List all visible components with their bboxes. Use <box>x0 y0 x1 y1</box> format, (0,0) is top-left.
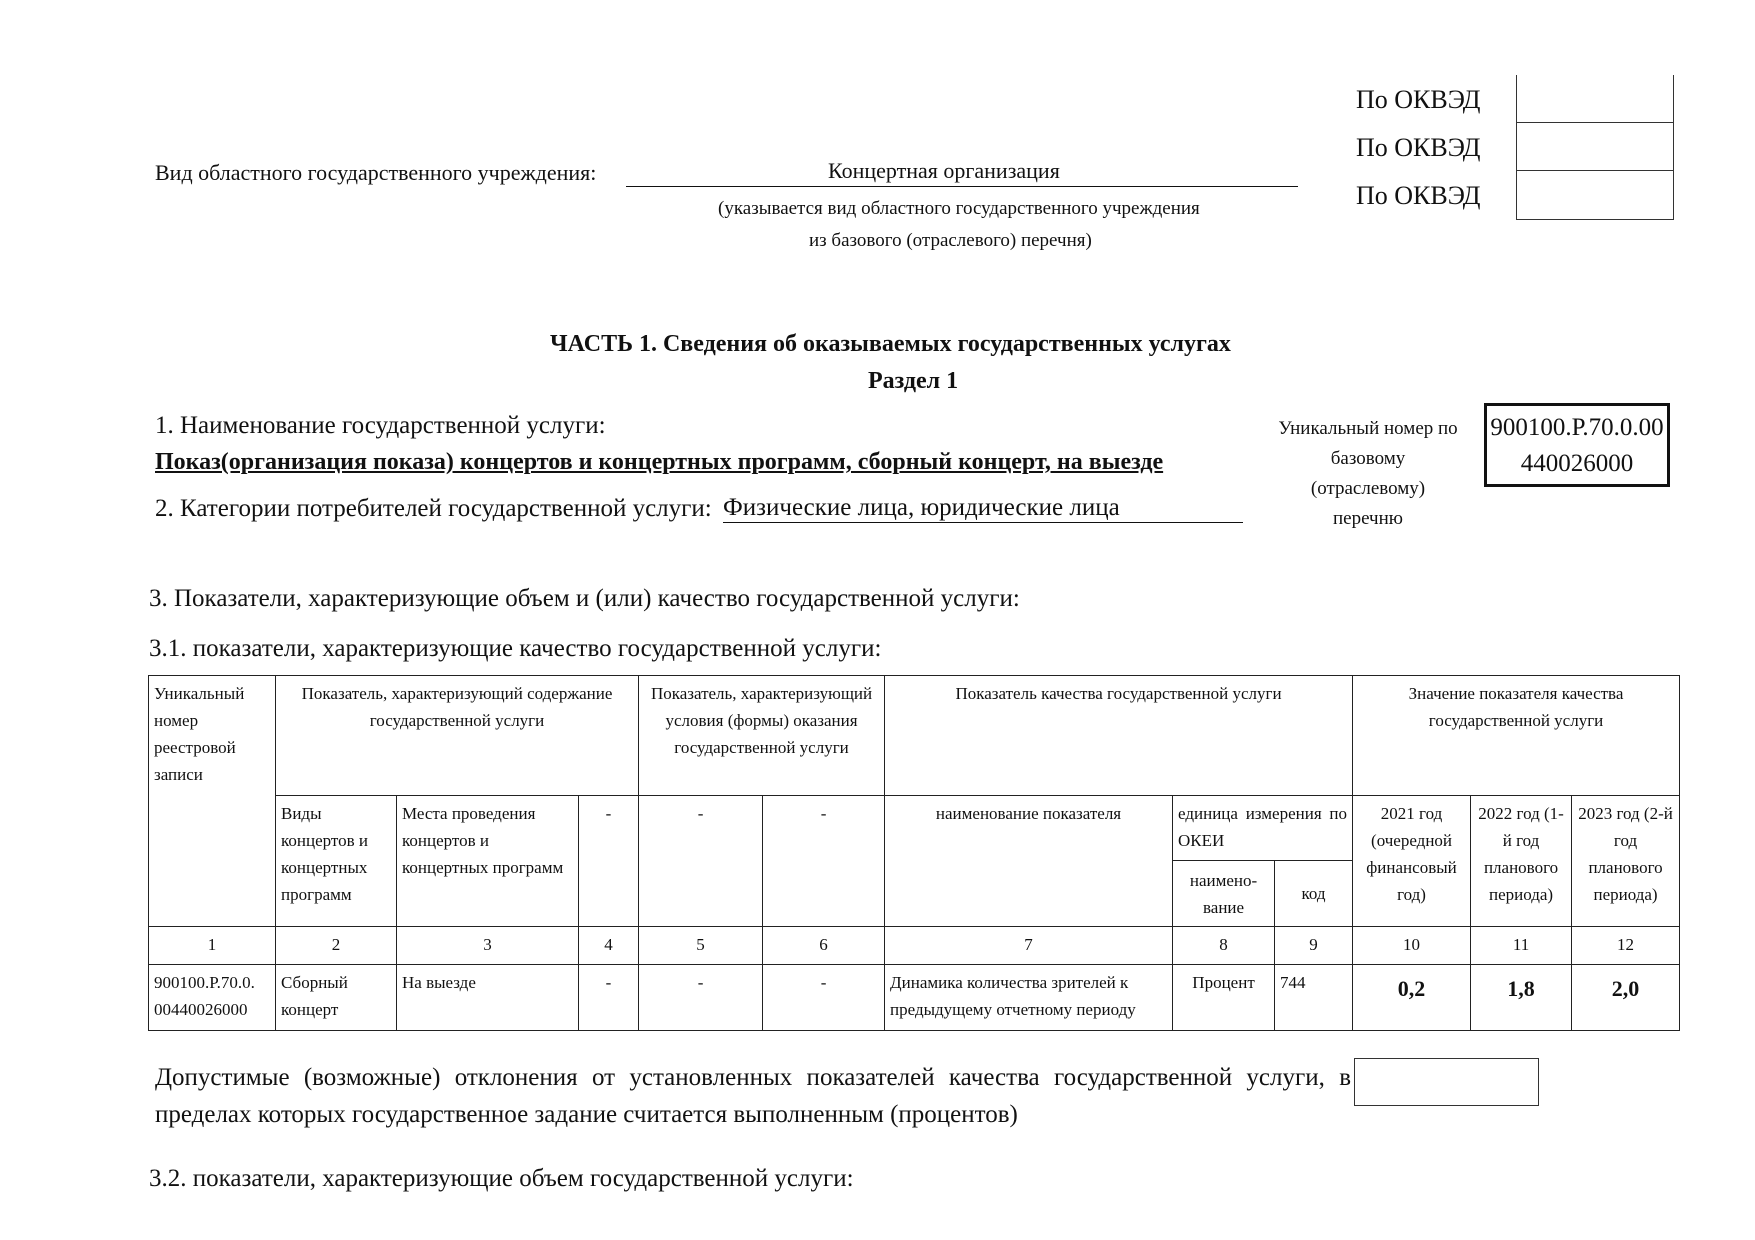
col-number: 3 <box>397 927 579 965</box>
row-value-2021: 0,2 <box>1353 965 1471 1031</box>
institution-hint-1: (указывается вид областного государственного учреждения <box>718 198 1200 219</box>
column-numbers-row <box>149 927 1680 965</box>
table-row <box>149 965 1680 1031</box>
col-number: 11 <box>1471 927 1572 965</box>
okved-code-box-3[interactable] <box>1517 171 1673 219</box>
header-concert-places: Места проведения концертов и концертных программ <box>397 796 579 927</box>
service-name-value: Показ(организация показа) концертов и концертных программ, сборный концерт, на выезде <box>155 449 1164 475</box>
col-number: 7 <box>885 927 1173 965</box>
header-unit-name: наимено-вание <box>1173 861 1275 927</box>
unique-number-line-2: 440026000 <box>1520 450 1634 477</box>
col-number: 2 <box>276 927 397 965</box>
institution-value: Концертная организация <box>828 158 1060 183</box>
col-number: 4 <box>579 927 639 965</box>
col-number: 12 <box>1572 927 1680 965</box>
col-number: 9 <box>1275 927 1353 965</box>
quality-indicators-table <box>148 675 1680 1031</box>
deviation-text-line-1: Допустимые (возможные) отклонения от установленных показателей качества государственной услуги, в <box>155 1064 1351 1091</box>
header-conditions-indicator: Показатель, характеризующий условия (формы) оказания государственной услуги <box>639 676 885 796</box>
unique-number-caption <box>1262 414 1474 534</box>
unique-caption-line-1: Уникальный номер по <box>1278 418 1458 439</box>
row-value-2022: 1,8 <box>1471 965 1572 1031</box>
part-title: ЧАСТЬ 1. Сведения об оказываемых государственных услугах <box>550 331 1231 357</box>
unique-caption-line-2: базовому <box>1330 448 1406 469</box>
header-year-2022: 2022 год (1-й год планового периода) <box>1471 796 1572 927</box>
header-year-2023: 2023 год (2-й год планового периода) <box>1572 796 1680 927</box>
row-c6: - <box>763 965 885 1031</box>
col-number: 5 <box>639 927 763 965</box>
unique-number-line-1: 900100.Р.70.0.00 <box>1490 414 1664 441</box>
header-unit-code: код <box>1275 861 1353 927</box>
header-concert-types: Виды концертов и концертных программ <box>276 796 397 927</box>
okved-code-box-2[interactable] <box>1517 123 1673 171</box>
institution-value-line <box>626 158 1298 187</box>
volume-heading: 3.2. показатели, характеризующие объем государственной услуги: <box>149 1165 854 1192</box>
header-year-2021: 2021 год (очередной финансовый год) <box>1353 796 1471 927</box>
col-number: 8 <box>1173 927 1275 965</box>
section-title: Раздел 1 <box>868 368 959 394</box>
header-dash-6: - <box>763 796 885 927</box>
okved-code-boxes[interactable] <box>1516 75 1674 220</box>
deviation-text-line-2: пределах которых государственное задание считается выполненным (процентов) <box>155 1101 1018 1128</box>
row-unit-name: Процент <box>1173 965 1275 1031</box>
row-unique-number: 900100.Р.70.0. 00440026000 <box>149 965 276 1031</box>
header-quality-indicator: Показатель качества государственной услуги <box>885 676 1353 796</box>
row-concert-place: На выезде <box>397 965 579 1031</box>
consumers-label: 2. Категории потребителей государственной услуги: <box>155 495 712 522</box>
header-content-indicator: Показатель, характеризующий содержание государственной услуги <box>276 676 639 796</box>
header-unit-okei: единица измерения по ОКЕИ <box>1173 796 1353 861</box>
header-dash-5: - <box>639 796 763 927</box>
col-number: 6 <box>763 927 885 965</box>
header-dash-4: - <box>579 796 639 927</box>
col-number: 1 <box>149 927 276 965</box>
row-c4: - <box>579 965 639 1031</box>
row-value-2023: 2,0 <box>1572 965 1680 1031</box>
okved-label-1: По ОКВЭД <box>1356 85 1481 114</box>
col-number: 10 <box>1353 927 1471 965</box>
row-concert-type: Сборный концерт <box>276 965 397 1031</box>
row-c5: - <box>639 965 763 1031</box>
row-indicator-name: Динамика количества зрителей к предыдущему отчетному периоду <box>885 965 1173 1031</box>
quality-heading: 3.1. показатели, характеризующие качество государственной услуги: <box>149 635 882 662</box>
okved-code-box-1[interactable] <box>1517 75 1673 123</box>
okved-label-3: По ОКВЭД <box>1356 181 1481 210</box>
institution-label: Вид областного государственного учреждения: <box>155 160 597 185</box>
institution-hint-2: из базового (отраслевого) перечня) <box>809 230 1092 251</box>
indicators-heading: 3. Показатели, характеризующие объем и (или) качество государственной услуги: <box>149 585 1020 612</box>
header-unique-number: Уникальный номер реестровой записи <box>149 676 276 927</box>
header-quality-value: Значение показателя качества государственной услуги <box>1353 676 1680 796</box>
row-unit-code: 744 <box>1275 965 1353 1031</box>
unique-number-box <box>1484 403 1670 487</box>
consumers-value: Физические лица, юридические лица <box>723 494 1120 521</box>
okved-label-2: По ОКВЭД <box>1356 133 1481 162</box>
deviation-percent-box[interactable] <box>1354 1058 1539 1106</box>
service-name-label: 1. Наименование государственной услуги: <box>155 412 606 439</box>
header-indicator-name: наименование показателя <box>885 796 1173 927</box>
unique-caption-line-4: перечню <box>1333 508 1403 529</box>
consumers-value-line <box>723 494 1243 523</box>
unique-caption-line-3: (отраслевому) <box>1310 478 1426 499</box>
